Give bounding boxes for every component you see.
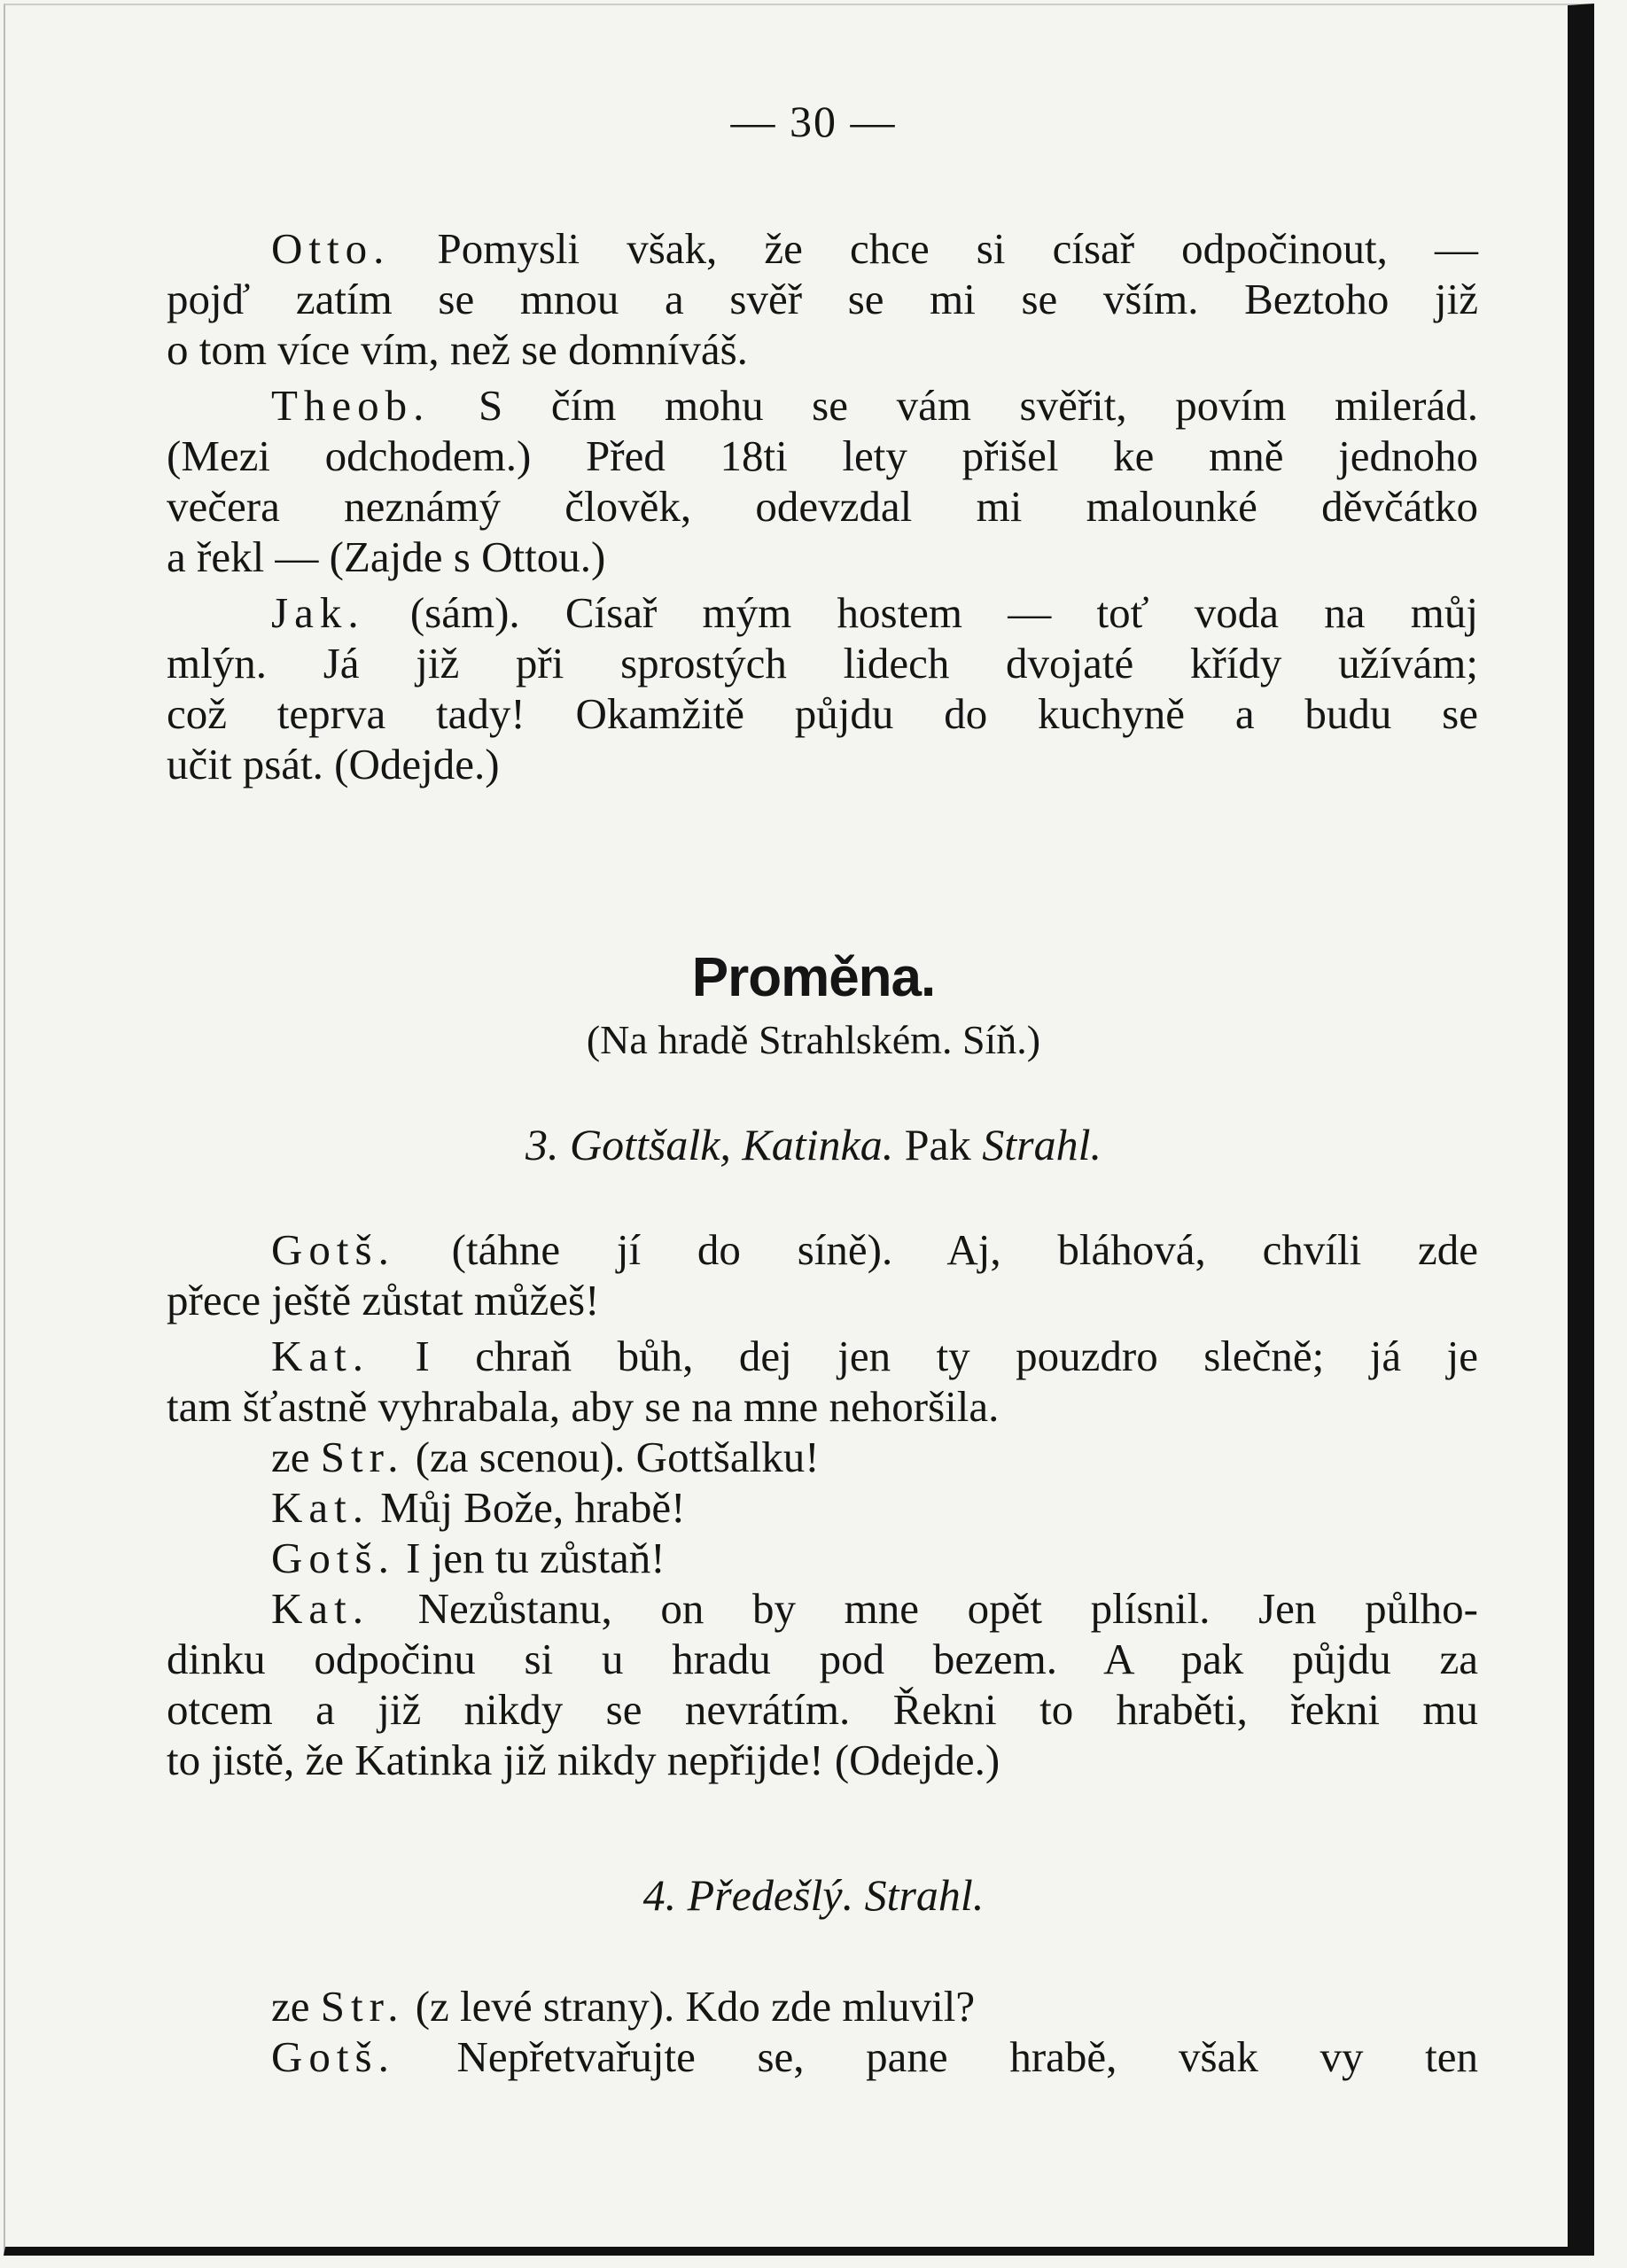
scene-3-title bbox=[0, 1119, 1627, 1170]
speaker-name: Kat. bbox=[271, 1584, 370, 1633]
text-line: přece ještě zůstat můžeš! bbox=[167, 1276, 600, 1324]
speaker-name: Otto. bbox=[271, 224, 391, 273]
connector-word: Pak bbox=[904, 1120, 971, 1169]
scene-number: 3. bbox=[525, 1120, 559, 1169]
text-line: ze Str. (z levé strany). Kdo zde mluvil? bbox=[271, 1982, 976, 2031]
text-line: (Mezi odchodem.) Před 18ti lety přišel ke mně jednoho bbox=[167, 431, 1478, 480]
character-name: Gottšalk, bbox=[569, 1120, 731, 1169]
speaker-name: Str. bbox=[320, 1982, 405, 2031]
text-line: Jak. (sám). Císař mým hostem — toť voda na můj bbox=[271, 588, 1478, 637]
text-line: Gotš. Nepřetvařujte se, pane hrabě, však vy ten bbox=[271, 2032, 1478, 2081]
text-line: Kat. I chraň bůh, dej jen ty pouzdro slečně; já je bbox=[271, 1332, 1478, 1380]
text-line: učit psát. (Odejde.) bbox=[167, 740, 500, 788]
text-line: otcem a již nikdy se nevrátím. Řekni to hraběti, řekni mu bbox=[167, 1685, 1478, 1734]
speaker-name: Theob. bbox=[271, 381, 431, 430]
text-line: Gotš. I jen tu zůstaň! bbox=[271, 1534, 666, 1582]
character-names: Předešlý. Strahl. bbox=[687, 1870, 985, 1920]
speaker-name: Gotš. bbox=[271, 1534, 395, 1582]
text-line: to jistě, že Katinka již nikdy nepřijde! (Odejde.) bbox=[167, 1736, 1000, 1784]
text-line: Otto. Pomysli však, že chce si císař odpočinout, — bbox=[271, 224, 1478, 273]
text-line: Theob. S čím mohu se vám svěřit, povím milerád. bbox=[271, 381, 1478, 430]
speaker-name: Gotš. bbox=[271, 2032, 395, 2081]
dialogue-block-3 bbox=[167, 1981, 1478, 2082]
text-line: což teprva tady! Okamžitě půjdu do kuchyně a budu se bbox=[167, 689, 1478, 738]
text-line: pojď zatím se mnou a svěř se mi se vším. Beztoho již bbox=[167, 275, 1478, 323]
text-line: a řekl — (Zajde s Ottou.) bbox=[167, 532, 606, 581]
text-line: večera neznámý člověk, odevzdal mi malounké děvčátko bbox=[167, 482, 1478, 531]
speaker-name: Kat. bbox=[271, 1332, 370, 1380]
stage-direction: (Na hradě Strahlském. Síň.) bbox=[586, 1017, 1041, 1062]
page-number: — 30 — bbox=[730, 97, 897, 146]
text-line: mlýn. Já již při sprostých lidech dvojaté křídy užívám; bbox=[167, 639, 1478, 687]
speaker-name: Gotš. bbox=[271, 1225, 395, 1274]
speaker-name: Jak. bbox=[271, 588, 365, 637]
text-line: o tom více vím, než se domníváš. bbox=[167, 325, 748, 374]
speaker-name: Kat. bbox=[271, 1483, 370, 1532]
dialogue-block-1 bbox=[167, 223, 1478, 789]
speaker-name: Str. bbox=[320, 1433, 405, 1481]
text-line: tam šťastně vyhrabala, aby se na mne nehoršila. bbox=[167, 1382, 1000, 1431]
character-name: Katinka. bbox=[742, 1120, 894, 1169]
dialogue-block-2 bbox=[167, 1224, 1478, 1785]
text-line: Kat. Můj Bože, hrabě! bbox=[271, 1483, 686, 1532]
scene-heading: Proměna. bbox=[691, 947, 936, 1008]
text-line: ze Str. (za scenou). Gottšalku! bbox=[271, 1433, 820, 1481]
text-line: Gotš. (táhne jí do síně). Aj, bláhová, chvíli zde bbox=[271, 1225, 1478, 1274]
scene-number: 4. bbox=[642, 1870, 677, 1920]
scene-4-title bbox=[0, 1869, 1627, 1921]
text-line: Kat. Nezůstanu, on by mne opět plísnil. Jen půlho- bbox=[271, 1584, 1478, 1633]
character-name: Strahl. bbox=[982, 1120, 1102, 1169]
text-line: dinku odpočinu si u hradu pod bezem. A pak půjdu za bbox=[167, 1635, 1478, 1683]
